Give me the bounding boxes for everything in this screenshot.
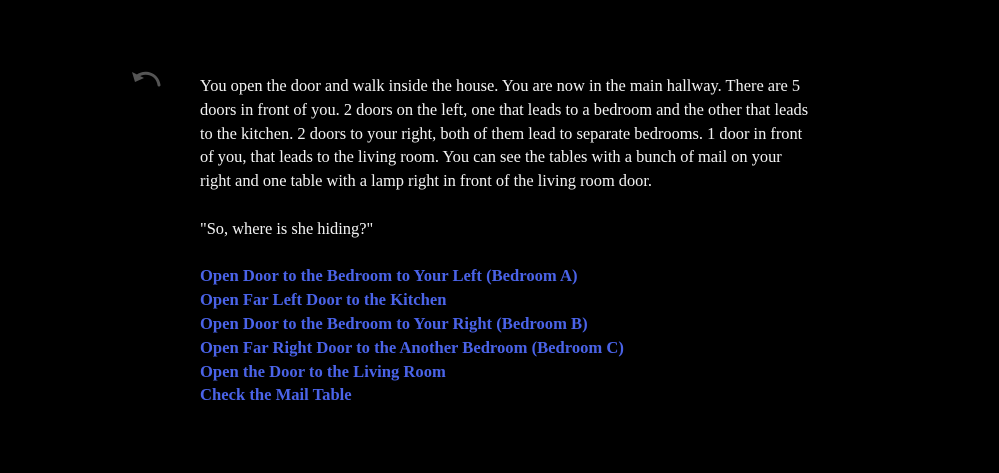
choice-list bbox=[200, 264, 810, 407]
passage-dialogue: "So, where is she hiding?" bbox=[200, 218, 374, 238]
choice-mail-table-link[interactable]: Check the Mail Table bbox=[200, 385, 352, 405]
story-passage bbox=[200, 74, 810, 407]
undo-arrow-icon bbox=[128, 68, 164, 96]
choice-living-room-link[interactable]: Open the Door to the Living Room bbox=[200, 361, 446, 381]
choice-kitchen-link[interactable]: Open Far Left Door to the Kitchen bbox=[200, 290, 447, 310]
choice-bedroom-a-link[interactable]: Open Door to the Bedroom to Your Left (Bedroom A) bbox=[200, 266, 578, 286]
choice-bedroom-b-link[interactable]: Open Door to the Bedroom to Your Right (Bedroom B) bbox=[200, 313, 588, 333]
undo-button[interactable] bbox=[128, 68, 164, 96]
choice-bedroom-c-link[interactable]: Open Far Right Door to the Another Bedroom (Bedroom C) bbox=[200, 337, 624, 357]
passage-paragraph: You open the door and walk inside the house. You are now in the main hallway. There are 5 doors in front of you. 2 doors on the left, one that leads to a bedroom and the other that leads to the kitchen. 2 doors to your right, both of them lead to separate bedrooms. 1 door in front of you, that leads to the living room. You can see the tables with a bunch of mail on your right and one table with a lamp right in front of the living room door. bbox=[200, 76, 809, 191]
